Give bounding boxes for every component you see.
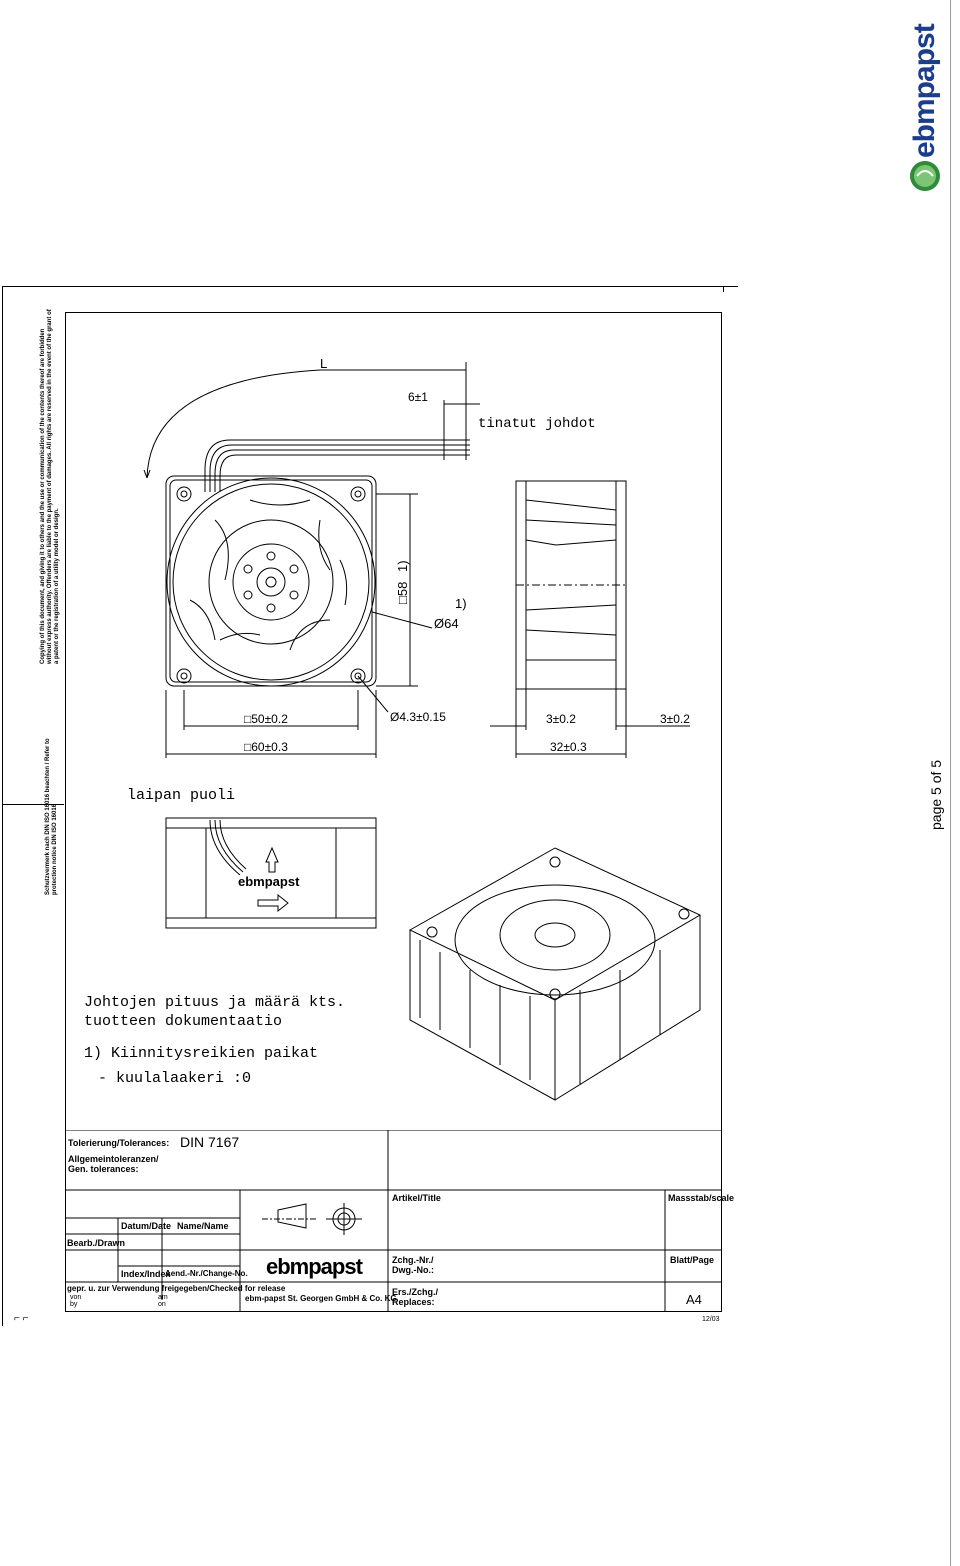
name-label: Name/Name [177, 1221, 229, 1231]
note-line-3: 1) Kiinnitysreikien paikat [84, 1045, 319, 1062]
release-on: on [158, 1301, 166, 1308]
dim-64-note: 1) [455, 596, 467, 611]
dim-3b: 3±0.2 [660, 712, 690, 726]
fan-front-view [166, 476, 376, 686]
protection-note: Schutzvermerk nach DIN ISO 16016 beachten / Refer to protection notice DIN ISO 16016 [45, 738, 58, 895]
dwg-label-1: Zchg.-Nr./ [392, 1255, 434, 1265]
sheet-frame-tick [723, 286, 724, 292]
fan-isometric-view [410, 848, 700, 1100]
scale-label: Massstab/scale [668, 1193, 735, 1203]
release-am: am [158, 1294, 168, 1301]
footer-code: 12/03 [702, 1316, 720, 1323]
page-number: page 5 of 5 [928, 759, 944, 830]
general-tol-1: Allgemeintoleranzen/ [68, 1154, 159, 1164]
dwg-label-2: Dwg.-No.: [392, 1265, 434, 1275]
dim-hole: Ø4.3±0.15 [390, 710, 446, 724]
company-name: ebm-papst St. Georgen GmbH & Co. KG [245, 1294, 397, 1303]
sheet-frame-top [2, 286, 738, 287]
logo-text: ebmpapst [908, 24, 941, 158]
fan-flange-view [166, 818, 376, 928]
fan-brand-label: ebmpapst [238, 874, 300, 889]
ebmpapst-logo [905, 24, 945, 195]
general-tol-2: Gen. tolerances: [68, 1164, 139, 1174]
release-by: by [70, 1301, 78, 1308]
dim-3a: 3±0.2 [546, 712, 576, 726]
index-label: Index/Index [121, 1269, 171, 1279]
fan-technical-drawing [65, 312, 722, 1132]
title-label: Artikel/Title [392, 1193, 441, 1203]
note-line-1: Johtojen pituus ja määrä kts. [84, 994, 346, 1011]
dim-60: □60±0.3 [244, 740, 288, 754]
dim-50: □50±0.2 [244, 712, 288, 726]
copyright-note: Copying of this document, and giving it to others and the use or communication of the contents thereof are forbidden without express authority. Offenders are liable to the payment of damages. All rights are reserved in the event of the grant of a patent or the registration of a utility model or design. [40, 309, 60, 664]
corner-mark: ⌐ ⌐ [14, 1313, 29, 1324]
title-block-logo: ebmpapst [266, 1254, 362, 1279]
page-label: Blatt/Page [670, 1255, 715, 1265]
replaces-label-1: Ers./Zchg./ [392, 1287, 439, 1297]
dim-58-note: 1) [395, 560, 410, 572]
dim-32: 32±0.3 [550, 740, 587, 754]
format-size: A4 [686, 1292, 702, 1307]
wires-label: tinatut johdot [478, 416, 596, 432]
dim-6: 6±1 [408, 390, 428, 404]
dim-L: L [320, 356, 328, 371]
date-label: Datum/Date [121, 1221, 172, 1231]
flange-side-label: laipan puoli [127, 787, 236, 804]
dim-58: □58 [395, 581, 410, 604]
tolerances-label: Tolerierung/Tolerances: [68, 1138, 170, 1148]
sheet-frame-left [2, 286, 3, 1326]
page-edge-line [950, 0, 951, 1566]
release-label: gepr. u. zur Verwendung freigegeben/Checked for release [67, 1284, 286, 1293]
dim-64: Ø64 [434, 616, 459, 631]
replaces-label-2: Replaces: [392, 1297, 435, 1307]
tolerances-value: DIN 7167 [180, 1134, 240, 1150]
note-line-4: - kuulalaakeri :0 [98, 1070, 252, 1087]
note-line-2: tuotteen dokumentaatio [84, 1013, 283, 1030]
drawn-label: Bearb./Drawn [67, 1238, 126, 1248]
change-label: Aend.-Nr./Change-No. [165, 1269, 248, 1278]
release-von: von [70, 1294, 82, 1301]
